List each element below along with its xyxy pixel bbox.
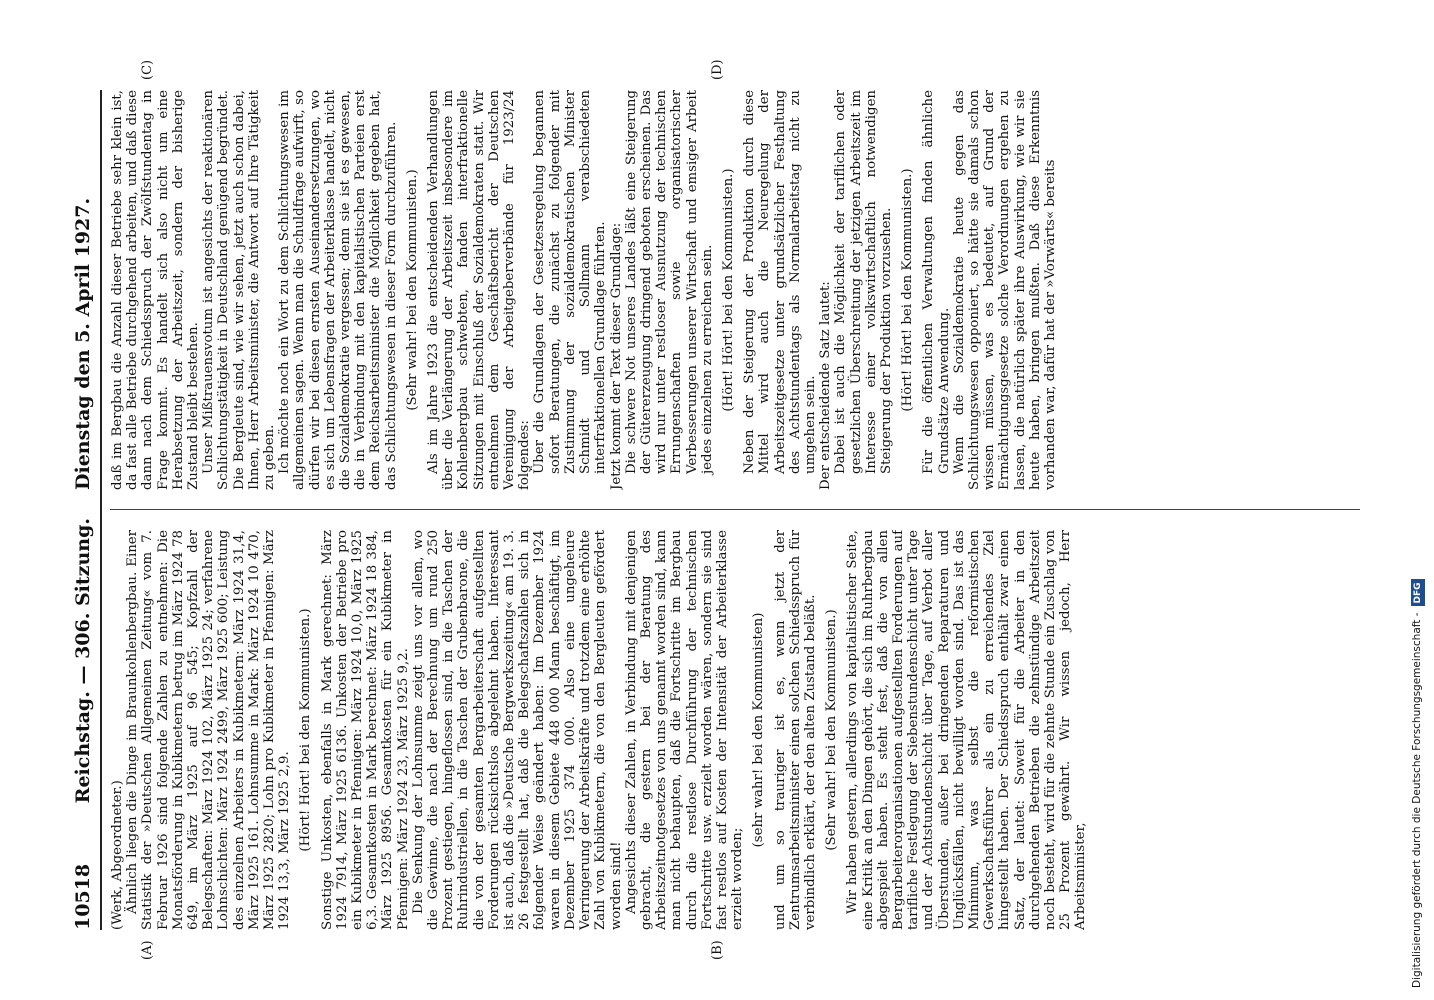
side-note-text: Digitalisierung gefördert durch die Deutsche Forschungsgemeinschaft - [1411,612,1423,988]
page-header [60,90,100,930]
paragraph: (Hört! Hört! bei den Kommunisten.) [900,168,916,412]
header-right-title: Dienstag den 5. April 1927. [72,197,94,490]
paragraph: Angesichts dieser Zahlen, in Verbindung mit denjenigen gebracht, die gestern bei der Beratung des Arbeitszeitnotgesetzes von uns genannt worden sind, kann man nicht behaupten, daß die Fortschritte im Bergbau durch die restlose Durchführung der technischen Fortschritte usw. erzielt worden wären, sondern sie sind fast restlos auf Kosten der Intensität der Arbeiterklasse erzielt worden; [623,530,746,930]
paragraph: Wenn die Sozialdemokratie heute gegen das Schlichtungswesen opponiert, so hätte sie damals schon wissen müssen, was es bedeutet, auf Grund der Ermächtigungsgesetze solche Verordnungen ergehen zu lassen, die natürlich später ihre Auswirkung, wie wir sie heute haben, bringen mußten. Daß diese Erkenntnis vorhanden war, dafür hat der »Vorwärts« bereits [951,90,1058,490]
paragraph: (Sehr wahr! bei den Kommunisten.) [824,609,840,851]
paragraph: daß im Bergbau die Anzahl dieser Betriebe sehr klein ist, da fast alle Betriebe durchgehend arbeiten, und daß diese dann nach dem Schiedsspruch der Zwölfstundentag in Frage kommt. Es handelt sich also nicht um eine Herabsetzung der Arbeitszeit, sondern der bisherige Zustand bleibt bestehen. [110,90,202,490]
paragraph: Dabei ist auch die Möglichkeit der tariflichen oder gesetzlichen Überschreitung der jetzigen Arbeitszeit im Interesse einer volkswirtschaftlich notwendigen Steigerung der Produktion vorzusehen. [833,90,894,474]
paragraph: Jetzt kommt der Text dieser Grundlage: [608,222,624,490]
paragraph: Neben der Steigerung der Produktion durch diese Mittel wird auch die Neuregelung der Arbeitszeitgesetze unter grundsätzlicher Festhaltung des Achtstundentags als Normalarbeitstag nicht zu umgehen sein. [742,90,818,474]
paragraph: Ähnlich liegen die Dinge im Braunkohlenbergbau. Einer Statistik der »Deutschen Allgemeinen Zeitung« vom 7. Februar 1926 sind folgende Zahlen zu entnehmen: Die Monatsförderung in Kubikmetern betrug im März 1924 78 649, im März 1925 auf 96 545; Kopfzahl der Belegschaften: März 1924 102, März 1925 24; verfahrene Lohnschichten: März 1924 2499, März 1925 600; Leistung des einzelnen Arbeiters in Kubikmetern: März 1924 31,4, März 1925 161. Lohnsumme in Mark: März 1924 10 470, März 1925 2820; Lohn pro Kubikmeter in Pfennigen: März 1924 13,3, März 1925 2,9. [125,530,293,930]
header-left-title: Reichstag. — 306. Sitzung. [72,518,94,804]
paragraph: und um so trauriger ist es, wenn jetzt der Zentrumsarbeitsminister einen solchen Schiedsspruch für verbindlich erklärt, der den alten Zustand beläßt. [772,530,818,930]
paragraph: (Werk, Abgeordneter.) [110,780,125,930]
side-note [1403,12,1431,988]
dfg-badge: DFG [1411,579,1425,606]
header-rule [100,90,102,930]
margin-marker-a: (A) [140,940,155,960]
page-number: 10518 [72,863,94,930]
margin-marker-b: (B) [710,940,725,960]
paragraph: Ich möchte noch ein Wort zu dem Schlichtungswesen im allgemeinen sagen. Wenn man die Schuldfrage aufwirft, so dürfen wir bei diesen ernsten Auseinandersetzungen, wo es sich um Lebensfragen der Arbeiterklasse handelt, nicht die Sozialdemokratie vergessen; denn sie ist es gewesen, die in Verbindung mit den kapitalistischen Parteien erst dem Reichsarbeitsminister die Möglichkeit gegeben hat, das Schlichtungswesen in dieser Form durchzuführen. [277,90,399,490]
paragraph: Als im Jahre 1923 die entscheidenden Verhandlungen über die Verlängerung der Arbeitszeit insbesondere im Kohlenbergbau schwebten, fanden interfraktionelle Sitzungen mit Einschluß der Sozialdemokraten statt. Wir entnehmen dem Geschäftsbericht der Deutschen Vereinigung der Arbeitgeberverbände für 1923/24 folgendes: [426,90,533,490]
paragraph: Die schwere Not unseres Landes läßt eine Steigerung der Gütererzeugung dringend geboten erscheinen. Das wird nur unter restloser Ausnutzung der technischen Errungenschaften sowie organisatorischer Verbesserungen unserer Wirtschaft und emsiger Arbeit jedes einzelnen zu erreichen sein. [623,90,715,474]
paragraph: Die Senkung der Lohnsumme zeigt uns vor allem, wo die Gewinne, die nach der Berechnung um rund 250 Prozent gestiegen, hingeflossen sind, in die Taschen der Ruhrindustriellen, in die Taschen der Grubenbarone, die die von der gesamten Bergarbeiterschaft aufgestellten Forderungen rücksichtslos abgelehnt haben. Interessant ist auch, daß die »Deutsche Bergwerkszeitung« am 19. 3. 26 festgestellt hat, daß die Belegschaftszahlen sich in folgender Weise geändert haben: Im Dezember 1924 waren in diesem Gebiete 448 000 Mann beschäftigt, im Dezember 1925 374 000. Also eine ungeheure Verringerung der Arbeitskräfte und trotzdem eine erhöhte Zahl von Kubikmetern, die von den Bergleuten gefördert worden sind! [410,530,624,930]
paragraph: Der entscheidende Satz lautet: [818,281,834,490]
paragraph: (Hört! Hört! bei den Kommunisten.) [720,168,736,412]
paragraph: Sonstige Unkosten, ebenfalls in Mark gerechnet: März 1924 7914, März 1925 6136. Unkosten der Betriebe pro ein Kubikmeter in Pfennigen: März 1924 10,0, März 1925 6,3. Gesamtkosten in Mark berechnet: März 1924 18 384, März 1925 8956. Gesamtkosten für ein Kubikmeter in Pfennigen: März 1924 23, März 1925 9,2. [319,530,411,930]
paragraph: (sehr wahr! bei den Kommunisten) [751,612,767,848]
paragraph: Unser Mißtrauensvotum ist angesichts der reaktionären Schlichtungstätigkeit in Deutschland genügend begründet. Die Bergleute sind, wie wir sehen, jetzt auch schon dabei, Ihnen, Herr Arbeitsminister, die Antwort auf Ihre Tätigkeit zu geben. [201,90,278,490]
paragraph: Wir haben gestern, allerdings von kapitalistischer Seite, eine Kritik an den Dingen gehört, die sich im Ruhrbergbau abgespielt haben. Es steht fest, daß die von allen Bergarbeiterorganisationen aufgestellten Forderungen auf tarifliche Festlegung der Siebenstundenschicht unter Tage und der Achtstundenschicht über Tage, auf Verbot aller Überstunden, außer bei dringenden Reparaturen und Unglücksfällen, nicht bewilligt worden sind. Das ist das Minimum, was selbst die reformistischen Gewerkschaftsführer als ein zu erreichendes Ziel hingestellt haben. Der Schiedsspruch enthält zwar einen Satz, der lautet: Soweit für die Arbeiter in den durchgehenden Betrieben die zehnstündige Arbeitszeit noch besteht, wird für die zehnte Stunde ein Zuschlag von 25 Prozent gewährt. Wir wissen jedoch, Herr Arbeitsminister, [845,530,1089,930]
margin-marker-c: (C) [140,59,155,80]
rotated-page [60,59,1434,960]
paragraph: (Sehr wahr! bei den Kommunisten.) [404,169,420,411]
paragraph: Über die Grundlagen der Gesetzesregelung begannen sofort Beratungen, die zunächst zu folgender mit Zustimmung der sozialdemokratischen Minister Schmidt und Sollmann verabschiedeten interfraktionellen Grundlage führten. [532,90,609,474]
text-column-right [110,90,1410,490]
paragraph: Für die öffentlichen Verwaltungen finden ähnliche Grundsätze Anwendung. [921,90,952,474]
text-column-left [110,530,1410,930]
paragraph: (Hört! Hört! bei den Kommunisten.) [298,608,314,852]
column-divider [110,509,1360,510]
margin-marker-d: (D) [710,59,725,80]
